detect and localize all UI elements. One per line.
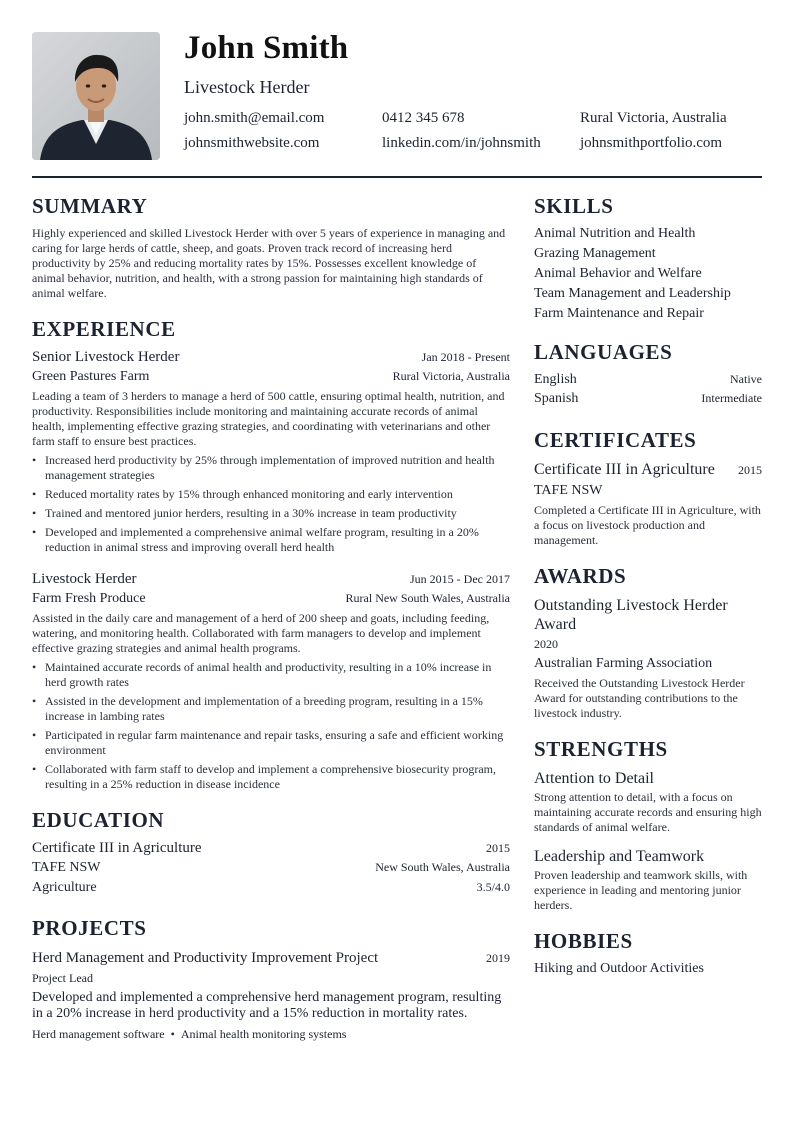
summary-section bbox=[32, 194, 510, 301]
job-entry bbox=[32, 569, 510, 792]
job-description: Assisted in the daily care and management of a herd of 200 sheep and goats, including feeding, watering, and monitoring health. Collaborated with farm managers to develop and implement effective grazing strategies and animal health programs. bbox=[32, 611, 490, 655]
job-position: Livestock Herder bbox=[32, 571, 137, 587]
certificate-name: Certificate III in Agriculture bbox=[534, 461, 715, 478]
job-company: Green Pastures Farm bbox=[32, 369, 150, 384]
job-company: Farm Fresh Produce bbox=[32, 591, 146, 606]
summary-text: Highly experienced and skilled Livestock Herder with over 5 years of experience in managing and caring for large herds of cattle, sheep, and goats. Proven track record of increasing herd productivity by 25% and reducing mortality rates by 15%. Possesses excellent knowledge of animal behavior, nutrition, and health, with a strong passion for maintaining high standards of animal welfare. bbox=[32, 226, 506, 300]
award-year: 2020 bbox=[534, 637, 558, 651]
tag-separator: • bbox=[170, 1027, 175, 1041]
header-divider bbox=[32, 176, 762, 178]
skill-item: Team Management and Leadership bbox=[534, 286, 731, 301]
skill-item: Farm Maintenance and Repair bbox=[534, 306, 704, 321]
experience-heading: EXPERIENCE bbox=[32, 317, 176, 341]
award-description: Received the Outstanding Livestock Herder Award for outstanding contributions to the livestock industry. bbox=[534, 676, 745, 720]
language-level: Native bbox=[730, 372, 762, 386]
project-tags bbox=[32, 1026, 510, 1042]
project-role: Project Lead bbox=[32, 971, 93, 985]
project-name: Herd Management and Productivity Improvement Project bbox=[32, 950, 379, 966]
skill-item: Animal Nutrition and Health bbox=[534, 226, 696, 241]
achievement-item: • Participated in regular farm maintenance and repair tasks, ensuring a safe and efficient working environment bbox=[32, 728, 510, 758]
education-location: New South Wales, Australia bbox=[375, 860, 510, 874]
hobbies-section bbox=[534, 929, 762, 979]
skills-section bbox=[534, 194, 762, 324]
contact-portfolio[interactable]: johnsmithportfolio.com bbox=[580, 135, 723, 151]
contact-phone[interactable]: 0412 345 678 bbox=[382, 110, 465, 126]
hobby-item: Hiking and Outdoor Activities bbox=[534, 961, 704, 976]
strength-description: Proven leadership and teamwork skills, with experience in leading and mentoring junior herders. bbox=[534, 868, 748, 912]
summary-heading: SUMMARY bbox=[32, 194, 148, 218]
language-name: English bbox=[534, 372, 577, 387]
languages-heading: LANGUAGES bbox=[534, 340, 673, 364]
skill-item: Animal Behavior and Welfare bbox=[534, 266, 702, 281]
strength-description: Strong attention to detail, with a focus on maintaining accurate records and ensuring high standards of animal welfare. bbox=[534, 790, 762, 834]
contact-website[interactable]: johnsmithwebsite.com bbox=[184, 135, 320, 151]
achievement-item: • Increased herd productivity by 25% through implementation of improved nutrition and health management strategies bbox=[32, 453, 510, 483]
job-description: Leading a team of 3 herders to manage a herd of 500 cattle, ensuring optimal health, nutrition, and productivity. Responsibilities include monitoring and maintaining accurate records of animal health, implementing effective grazing strategies, and coordinating with veterinarians and other farm staff to ensure best practices. bbox=[32, 389, 505, 448]
education-gpa: 3.5/4.0 bbox=[476, 880, 510, 894]
certificate-year: 2015 bbox=[738, 463, 762, 477]
sidebar-column bbox=[534, 194, 762, 979]
job-position: Senior Livestock Herder bbox=[32, 349, 180, 365]
strengths-section bbox=[534, 737, 762, 913]
certificate-description: Completed a Certificate III in Agriculture, with a focus on livestock production and management. bbox=[534, 503, 761, 547]
education-year: 2015 bbox=[486, 841, 510, 855]
achievement-item: • Trained and mentored junior herders, resulting in a 30% increase in team productivity bbox=[32, 506, 510, 521]
achievement-item: • Reduced mortality rates by 15% through enhanced monitoring and early intervention bbox=[32, 487, 510, 502]
certificates-section bbox=[534, 428, 762, 548]
achievement-item: • Assisted in the development and implementation of a breeding program, resulting in a 15% increase in lambing rates bbox=[32, 694, 510, 724]
candidate-name: John Smith bbox=[184, 30, 349, 66]
project-tag: Herd management software bbox=[32, 1027, 165, 1041]
profile-photo bbox=[32, 32, 160, 160]
job-dates: Jan 2018 - Present bbox=[421, 350, 510, 364]
education-degree: Certificate III in Agriculture bbox=[32, 840, 202, 856]
contact-location: Rural Victoria, Australia bbox=[580, 110, 727, 126]
achievement-item: • Maintained accurate records of animal health and productivity, resulting in a 10% increase in herd growth rates bbox=[32, 660, 510, 690]
strengths-heading: STRENGTHS bbox=[534, 737, 668, 761]
award-name: Outstanding Livestock Herder Award bbox=[534, 597, 728, 633]
contact-linkedin[interactable]: linkedin.com/in/johnsmith bbox=[382, 135, 541, 151]
project-year: 2019 bbox=[486, 951, 510, 965]
projects-section bbox=[32, 916, 510, 1042]
education-heading: EDUCATION bbox=[32, 808, 165, 832]
project-tag: Animal health monitoring systems bbox=[180, 1027, 347, 1041]
job-location: Rural Victoria, Australia bbox=[392, 369, 510, 383]
candidate-title: Livestock Herder bbox=[184, 77, 310, 97]
skills-heading: SKILLS bbox=[534, 194, 614, 218]
project-description: Developed and implemented a comprehensive herd management program, resulting in a 20% increase in herd productivity and a 15% reduction in mortality rates. bbox=[32, 990, 502, 1021]
education-institution: TAFE NSW bbox=[32, 860, 101, 875]
strength-name: Attention to Detail bbox=[534, 770, 654, 787]
contact-email[interactable]: john.smith@email.com bbox=[184, 110, 325, 126]
job-dates: Jun 2015 - Dec 2017 bbox=[410, 572, 510, 586]
education-field: Agriculture bbox=[32, 880, 97, 895]
certificate-issuer: TAFE NSW bbox=[534, 483, 603, 498]
projects-heading: PROJECTS bbox=[32, 916, 147, 940]
job-entry bbox=[32, 347, 510, 555]
award-issuer: Australian Farming Association bbox=[534, 656, 713, 671]
achievement-item: • Developed and implemented a comprehensive animal welfare program, resulting in a 20% reduction in animal stress and improving overall herd health bbox=[32, 525, 510, 555]
job-location: Rural New South Wales, Australia bbox=[345, 591, 510, 605]
person-portrait-image bbox=[32, 32, 160, 160]
education-section bbox=[32, 808, 510, 898]
skill-item: Grazing Management bbox=[534, 246, 656, 261]
awards-heading: AWARDS bbox=[534, 564, 627, 588]
awards-section bbox=[534, 564, 762, 721]
language-name: Spanish bbox=[534, 391, 579, 406]
hobbies-heading: HOBBIES bbox=[534, 929, 633, 953]
language-level: Intermediate bbox=[701, 391, 762, 405]
languages-section bbox=[534, 340, 762, 408]
job-achievements bbox=[32, 453, 510, 555]
strength-name: Leadership and Teamwork bbox=[534, 848, 705, 865]
certificates-heading: CERTIFICATES bbox=[534, 428, 697, 452]
experience-section bbox=[32, 317, 510, 792]
job-achievements bbox=[32, 660, 510, 792]
achievement-item: • Collaborated with farm staff to develop and implement a comprehensive biosecurity program, resulting in a 25% reduction in disease incidence bbox=[32, 762, 510, 792]
main-column bbox=[32, 194, 510, 1042]
